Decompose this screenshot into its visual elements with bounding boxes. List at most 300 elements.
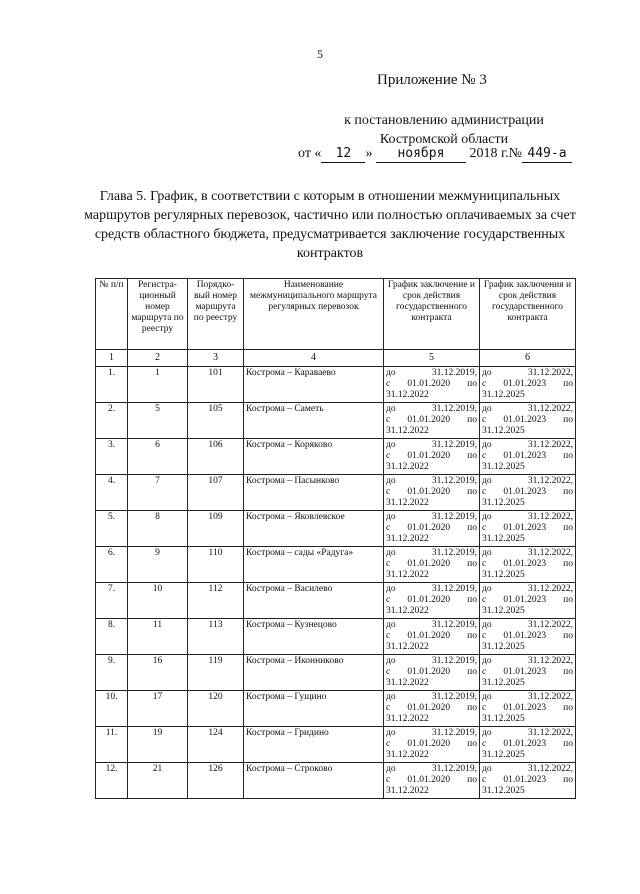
period-line: 31.12.2022: [386, 570, 429, 580]
period-text: до: [386, 764, 396, 774]
period-text: до: [386, 728, 396, 738]
period-line: [386, 487, 477, 498]
row-number: 11.: [96, 727, 128, 763]
header-registration: Регистра-ционный номер маршрута по реестру: [128, 279, 188, 350]
schedule-2-cell: [480, 547, 576, 583]
period-date: 31.12.2019,: [431, 656, 477, 666]
period-line: [482, 379, 573, 390]
route-name: Кострома – Коряково: [244, 439, 384, 475]
period-line: [386, 548, 477, 559]
period-text: с: [482, 739, 487, 749]
period-text: до: [386, 548, 396, 558]
period-line: [482, 559, 573, 570]
period-text: до: [386, 620, 396, 630]
order-number: 110: [188, 547, 244, 583]
schedule-1-cell: [384, 403, 480, 439]
route-name: Кострома – Яковлевское: [244, 511, 384, 547]
route-name: Кострома – Кузнецово: [244, 619, 384, 655]
period-text: с: [386, 379, 391, 389]
period-date: 31.12.2019,: [431, 692, 477, 702]
order-number: 101: [188, 367, 244, 403]
row-number: 10.: [96, 691, 128, 727]
period-text: до: [482, 764, 492, 774]
period-line: [482, 584, 573, 595]
table-row: [96, 439, 576, 475]
period-text: с: [386, 415, 391, 425]
period-line: [482, 692, 573, 703]
period-text: с: [482, 631, 487, 641]
period-text: до: [482, 728, 492, 738]
period-line: 31.12.2022: [386, 750, 429, 760]
period-date: 01.01.2023: [503, 703, 547, 713]
contracts-table: [95, 278, 576, 799]
period-line: 31.12.2022: [386, 642, 429, 652]
period-text: с: [482, 523, 487, 533]
period-line: [482, 739, 573, 750]
period-line: [386, 703, 477, 714]
period-text: по: [563, 775, 573, 785]
period-date: 31.12.2022,: [527, 368, 573, 378]
decree-line-1: к постановлению администрации: [344, 113, 544, 128]
period-line: 31.12.2025: [482, 642, 525, 652]
period-text: с: [482, 379, 487, 389]
schedule-1-cell: [384, 439, 480, 475]
period-text: с: [386, 667, 391, 677]
row-number: 1.: [96, 367, 128, 403]
period-date: 31.12.2019,: [431, 512, 477, 522]
route-name: Кострома – сады «Радуга»: [244, 547, 384, 583]
header-schedule-2: График заключения и срок действия государственного контракта: [480, 279, 576, 350]
period-text: до: [482, 512, 492, 522]
period-date: 31.12.2022,: [527, 476, 573, 486]
period-text: до: [482, 620, 492, 630]
schedule-2-cell: [480, 655, 576, 691]
row-number: 7.: [96, 583, 128, 619]
period-text: до: [482, 692, 492, 702]
period-text: по: [563, 451, 573, 461]
period-text: по: [563, 523, 573, 533]
table-row: [96, 547, 576, 583]
order-number: 119: [188, 655, 244, 691]
schedule-2-cell: [480, 475, 576, 511]
schedule-2-cell: [480, 763, 576, 799]
table-row: [96, 691, 576, 727]
registration-number: 7: [128, 475, 188, 511]
period-date: 01.01.2023: [503, 451, 547, 461]
period-line: 31.12.2022: [386, 714, 429, 724]
date-prefix: от «: [298, 146, 322, 161]
period-text: с: [386, 703, 391, 713]
period-text: по: [467, 667, 477, 677]
period-text: с: [386, 775, 391, 785]
period-date: 01.01.2020: [407, 559, 451, 569]
row-number: 5.: [96, 511, 128, 547]
period-line: [386, 667, 477, 678]
period-date: 01.01.2023: [503, 559, 547, 569]
period-text: с: [482, 703, 487, 713]
table-header-row: [96, 279, 576, 350]
period-date: 01.01.2023: [503, 415, 547, 425]
appendix-title: Приложение № 3: [377, 72, 487, 88]
period-text: с: [386, 451, 391, 461]
period-text: по: [563, 487, 573, 497]
period-line: [386, 764, 477, 775]
schedule-1-cell: [384, 655, 480, 691]
period-line: 31.12.2022: [386, 606, 429, 616]
schedule-1-cell: [384, 763, 480, 799]
period-date: 31.12.2022,: [527, 404, 573, 414]
schedule-2-cell: [480, 439, 576, 475]
column-number: 4: [244, 350, 384, 367]
period-line: [386, 379, 477, 390]
period-date: 01.01.2023: [503, 631, 547, 641]
page-number: 5: [317, 47, 323, 61]
period-text: до: [482, 476, 492, 486]
schedule-2-cell: [480, 367, 576, 403]
period-text: по: [467, 775, 477, 785]
period-line: [482, 764, 573, 775]
period-date: 01.01.2020: [407, 775, 451, 785]
date-mid: »: [365, 146, 373, 161]
period-date: 01.01.2023: [503, 523, 547, 533]
period-line: [482, 728, 573, 739]
period-date: 01.01.2023: [503, 379, 547, 389]
header-route-name: Наименование межмуниципального маршрута регулярных перевозок: [244, 279, 384, 350]
period-text: по: [563, 703, 573, 713]
period-text: с: [386, 595, 391, 605]
period-line: 31.12.2025: [482, 390, 525, 400]
period-text: по: [467, 487, 477, 497]
period-line: [482, 368, 573, 379]
period-line: 31.12.2025: [482, 678, 525, 688]
period-text: с: [386, 523, 391, 533]
period-text: до: [386, 476, 396, 486]
order-number: 124: [188, 727, 244, 763]
period-date: 31.12.2022,: [527, 728, 573, 738]
period-date: 31.12.2022,: [527, 620, 573, 630]
period-line: [482, 656, 573, 667]
row-number: 12.: [96, 763, 128, 799]
period-text: с: [482, 487, 487, 497]
schedule-2-cell: [480, 583, 576, 619]
period-date: 31.12.2022,: [527, 692, 573, 702]
column-number: 5: [384, 350, 480, 367]
period-line: 31.12.2025: [482, 462, 525, 472]
period-date: 31.12.2019,: [431, 476, 477, 486]
order-number: 112: [188, 583, 244, 619]
period-line: [386, 559, 477, 570]
registration-number: 1: [128, 367, 188, 403]
registration-number: 11: [128, 619, 188, 655]
period-text: по: [467, 595, 477, 605]
period-line: [386, 739, 477, 750]
period-text: с: [482, 775, 487, 785]
column-number: 2: [128, 350, 188, 367]
period-text: по: [467, 415, 477, 425]
period-line: 31.12.2025: [482, 570, 525, 580]
row-number: 6.: [96, 547, 128, 583]
period-line: [386, 440, 477, 451]
period-text: до: [482, 440, 492, 450]
schedule-1-cell: [384, 619, 480, 655]
period-line: [482, 667, 573, 678]
period-date: 31.12.2019,: [431, 764, 477, 774]
period-text: по: [467, 631, 477, 641]
period-line: [482, 451, 573, 462]
period-date: 31.12.2019,: [431, 620, 477, 630]
route-name: Кострома – Караваево: [244, 367, 384, 403]
period-text: до: [386, 584, 396, 594]
period-line: 31.12.2022: [386, 462, 429, 472]
row-number: 2.: [96, 403, 128, 439]
period-text: до: [482, 584, 492, 594]
schedule-1-cell: [384, 727, 480, 763]
registration-number: 8: [128, 511, 188, 547]
order-number: 113: [188, 619, 244, 655]
period-line: 31.12.2022: [386, 534, 429, 544]
schedule-1-cell: [384, 691, 480, 727]
period-text: с: [386, 559, 391, 569]
period-date: 01.01.2020: [407, 631, 451, 641]
period-text: с: [386, 739, 391, 749]
table-row: [96, 475, 576, 511]
period-date: 01.01.2020: [407, 595, 451, 605]
period-line: [386, 692, 477, 703]
period-line: 31.12.2025: [482, 714, 525, 724]
period-date: 31.12.2019,: [431, 368, 477, 378]
period-date: 01.01.2020: [407, 487, 451, 497]
period-date: 31.12.2019,: [431, 584, 477, 594]
period-line: 31.12.2025: [482, 498, 525, 508]
order-number: 109: [188, 511, 244, 547]
row-number: 3.: [96, 439, 128, 475]
table-row: [96, 655, 576, 691]
period-text: до: [482, 656, 492, 666]
period-line: 31.12.2022: [386, 390, 429, 400]
period-date: 01.01.2020: [407, 667, 451, 677]
period-text: до: [482, 368, 492, 378]
row-number: 8.: [96, 619, 128, 655]
period-text: по: [563, 415, 573, 425]
header-schedule-1: График заключение и срок действия государственного контракта: [384, 279, 480, 350]
period-line: [386, 620, 477, 631]
table-row: [96, 583, 576, 619]
period-date: 01.01.2020: [407, 703, 451, 713]
period-text: по: [467, 559, 477, 569]
period-text: по: [563, 631, 573, 641]
period-line: [482, 404, 573, 415]
period-line: [482, 523, 573, 534]
period-text: до: [386, 368, 396, 378]
decree-reference: [294, 111, 594, 149]
period-date: 01.01.2023: [503, 775, 547, 785]
route-name: Кострома – Иконниково: [244, 655, 384, 691]
period-line: 31.12.2022: [386, 786, 429, 796]
order-number: 126: [188, 763, 244, 799]
period-line: [482, 512, 573, 523]
period-line: [386, 595, 477, 606]
period-text: с: [482, 451, 487, 461]
column-number-row: [96, 350, 576, 367]
period-text: по: [467, 739, 477, 749]
period-date: 01.01.2020: [407, 523, 451, 533]
period-date: 31.12.2019,: [431, 548, 477, 558]
schedule-1-cell: [384, 511, 480, 547]
period-text: с: [482, 415, 487, 425]
period-line: 31.12.2025: [482, 786, 525, 796]
decree-date: [298, 146, 572, 163]
period-line: [482, 548, 573, 559]
period-text: до: [386, 512, 396, 522]
period-date: 01.01.2020: [407, 415, 451, 425]
period-line: [386, 404, 477, 415]
handwritten-number: 449-а: [522, 146, 572, 163]
schedule-2-cell: [480, 691, 576, 727]
period-line: [386, 523, 477, 534]
period-line: [386, 728, 477, 739]
period-line: 31.12.2025: [482, 750, 525, 760]
period-date: 01.01.2020: [407, 739, 451, 749]
period-date: 01.01.2020: [407, 379, 451, 389]
route-name: Кострома – Василево: [244, 583, 384, 619]
period-date: 31.12.2022,: [527, 440, 573, 450]
period-line: [386, 512, 477, 523]
schedule-1-cell: [384, 547, 480, 583]
header-number: № п/п: [96, 279, 128, 350]
period-date: 31.12.2022,: [527, 512, 573, 522]
column-number: 1: [96, 350, 128, 367]
registration-number: 9: [128, 547, 188, 583]
period-text: с: [386, 487, 391, 497]
schedule-1-cell: [384, 583, 480, 619]
handwritten-month: ноября: [376, 146, 466, 163]
period-text: до: [386, 692, 396, 702]
route-name: Кострома – Пасынково: [244, 475, 384, 511]
period-date: 31.12.2019,: [431, 404, 477, 414]
period-line: [386, 451, 477, 462]
period-text: с: [482, 595, 487, 605]
table-row: [96, 763, 576, 799]
period-date: 01.01.2023: [503, 739, 547, 749]
route-name: Кострома – Гридино: [244, 727, 384, 763]
order-number: 120: [188, 691, 244, 727]
column-number: 3: [188, 350, 244, 367]
decree-line-2: Костромской области: [379, 132, 509, 147]
table-row: [96, 367, 576, 403]
period-line: 31.12.2022: [386, 678, 429, 688]
period-date: 01.01.2023: [503, 667, 547, 677]
period-line: [482, 415, 573, 426]
period-date: 01.01.2023: [503, 487, 547, 497]
route-name: Кострома – Гущино: [244, 691, 384, 727]
period-line: [482, 595, 573, 606]
table-row: [96, 511, 576, 547]
registration-number: 16: [128, 655, 188, 691]
period-text: с: [482, 559, 487, 569]
period-text: до: [386, 404, 396, 414]
period-date: 31.12.2022,: [527, 548, 573, 558]
order-number: 105: [188, 403, 244, 439]
table-row: [96, 403, 576, 439]
schedule-1-cell: [384, 367, 480, 403]
period-date: 31.12.2022,: [527, 584, 573, 594]
registration-number: 17: [128, 691, 188, 727]
period-line: [386, 368, 477, 379]
order-number: 107: [188, 475, 244, 511]
period-date: 31.12.2022,: [527, 656, 573, 666]
registration-number: 19: [128, 727, 188, 763]
period-date: 01.01.2023: [503, 595, 547, 605]
period-line: [482, 631, 573, 642]
period-line: 31.12.2025: [482, 534, 525, 544]
period-line: [482, 487, 573, 498]
period-line: [482, 476, 573, 487]
period-text: до: [482, 404, 492, 414]
period-date: 01.01.2020: [407, 451, 451, 461]
period-line: 31.12.2022: [386, 426, 429, 436]
schedule-2-cell: [480, 403, 576, 439]
period-text: по: [563, 559, 573, 569]
period-line: [386, 476, 477, 487]
period-line: [386, 656, 477, 667]
period-text: по: [467, 451, 477, 461]
column-number: 6: [480, 350, 576, 367]
period-line: [482, 620, 573, 631]
period-text: до: [386, 656, 396, 666]
schedule-2-cell: [480, 511, 576, 547]
period-text: по: [563, 379, 573, 389]
table-row: [96, 619, 576, 655]
row-number: 4.: [96, 475, 128, 511]
period-text: по: [563, 739, 573, 749]
period-line: [386, 415, 477, 426]
schedule-2-cell: [480, 727, 576, 763]
period-line: 31.12.2022: [386, 498, 429, 508]
period-line: [482, 775, 573, 786]
period-line: 31.12.2025: [482, 426, 525, 436]
registration-number: 21: [128, 763, 188, 799]
period-text: по: [467, 379, 477, 389]
period-line: 31.12.2025: [482, 606, 525, 616]
schedule-2-cell: [480, 619, 576, 655]
period-text: по: [467, 523, 477, 533]
table-row: [96, 727, 576, 763]
period-text: до: [386, 440, 396, 450]
period-line: [482, 703, 573, 714]
date-year: 2018 г.№: [469, 146, 522, 161]
row-number: 9.: [96, 655, 128, 691]
period-line: [386, 631, 477, 642]
registration-number: 10: [128, 583, 188, 619]
registration-number: 5: [128, 403, 188, 439]
order-number: 106: [188, 439, 244, 475]
period-line: [386, 584, 477, 595]
header-order: Порядко-вый номер маршрута по реестру: [188, 279, 244, 350]
schedule-1-cell: [384, 475, 480, 511]
chapter-title: Глава 5. График, в соответствии с которым в отношении межмуниципальных маршрутов регулярных перевозок, частично или полностью оплачиваемых за счет средств областного бюджета, предусматривается заключение государственных контрактов: [84, 189, 576, 261]
period-date: 31.12.2019,: [431, 728, 477, 738]
handwritten-day: 12: [321, 146, 365, 163]
period-line: [482, 440, 573, 451]
period-line: [386, 775, 477, 786]
period-text: по: [563, 667, 573, 677]
period-text: до: [482, 548, 492, 558]
route-name: Кострома – Саметь: [244, 403, 384, 439]
period-text: по: [563, 595, 573, 605]
period-text: по: [467, 703, 477, 713]
period-text: с: [482, 667, 487, 677]
registration-number: 6: [128, 439, 188, 475]
